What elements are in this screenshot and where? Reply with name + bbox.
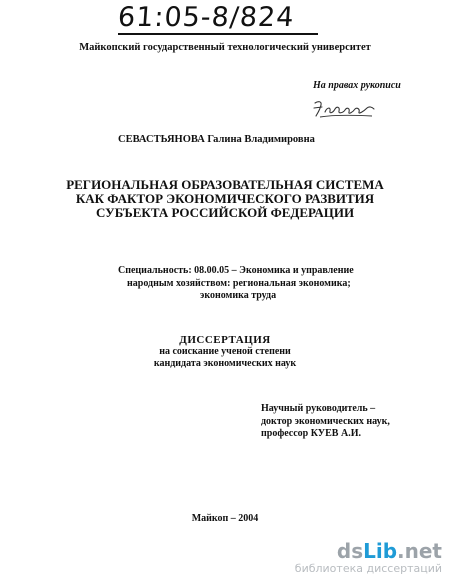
watermark-subtitle: библиотека диссертаций bbox=[294, 562, 442, 575]
handwritten-number: 61:05-8/824 bbox=[116, 2, 296, 33]
speciality-block bbox=[118, 265, 354, 303]
supervisor-line: доктор экономических наук, bbox=[261, 415, 390, 427]
watermark-brand-middle: Lib bbox=[363, 539, 398, 563]
supervisor-block bbox=[261, 403, 390, 441]
title-line: СУБЪЕКТА РОССИЙСКОЙ ФЕДЕРАЦИИ bbox=[95, 205, 355, 220]
dissertation-line: на соискание ученой степени bbox=[159, 346, 291, 357]
speciality-line: экономика труда bbox=[200, 290, 277, 301]
supervisor-line: профессор КУЕВ А.И. bbox=[261, 428, 361, 439]
dissertation-line: кандидата экономических наук bbox=[153, 358, 297, 369]
title-line: КАК ФАКТОР ЭКОНОМИЧЕСКОГО РАЗВИТИЯ bbox=[75, 191, 375, 206]
watermark-brand-suffix: .net bbox=[397, 539, 442, 563]
handwritten-underline bbox=[118, 33, 318, 35]
speciality-line: Специальность: 08.00.05 – Экономика и управление bbox=[118, 265, 354, 276]
signature-icon bbox=[312, 98, 376, 120]
title-line: РЕГИОНАЛЬНАЯ ОБРАЗОВАТЕЛЬНАЯ СИСТЕМА bbox=[66, 177, 384, 192]
dissertation-block bbox=[0, 334, 450, 370]
speciality-line: народным хозяйством: региональная экономика; bbox=[127, 277, 351, 289]
watermark[interactable] bbox=[295, 540, 442, 575]
supervisor-line: Научный руководитель – bbox=[261, 403, 376, 414]
city-year: Майкоп – 2004 bbox=[191, 513, 259, 524]
rights-note: На правах рукописи bbox=[313, 80, 401, 91]
dissertation-title bbox=[0, 178, 450, 220]
watermark-brand-prefix: ds bbox=[336, 539, 364, 563]
watermark-brand[interactable] bbox=[295, 540, 442, 562]
university-name: Майкопский государственный технологический университет bbox=[79, 42, 371, 53]
author-name: СЕВАСТЬЯНОВА Галина Владимировна bbox=[118, 134, 315, 145]
dissertation-heading: ДИССЕРТАЦИЯ bbox=[179, 334, 271, 346]
